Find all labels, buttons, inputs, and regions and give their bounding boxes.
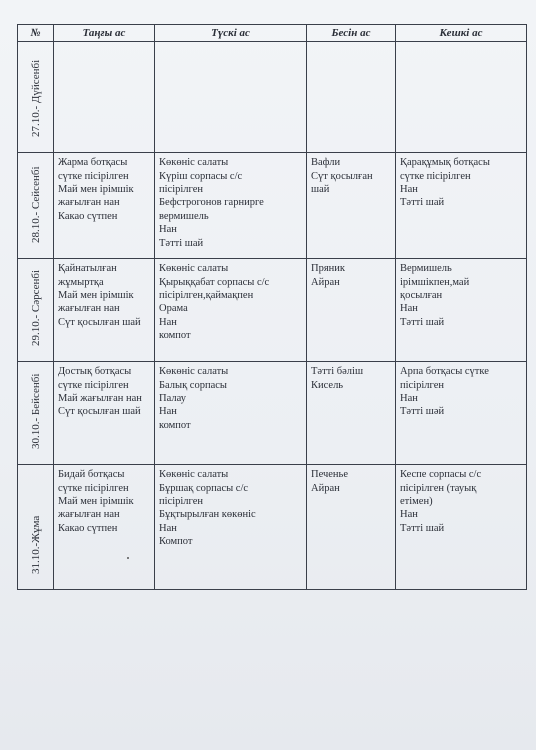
- menu-item-line: компот: [159, 330, 191, 342]
- menu-item-line: сүтке пісірілген: [58, 170, 129, 182]
- menu-item-line: пісірілген: [159, 495, 203, 507]
- table-row: [18, 362, 527, 465]
- day-cell: [18, 153, 54, 259]
- cell-lunch: [155, 42, 307, 153]
- weekly-menu-table: [17, 24, 527, 590]
- menu-item-line: Тәтті шай: [400, 522, 445, 534]
- menu-item-line: Кисель: [311, 379, 344, 391]
- menu-item-line: Қырыққабат сорпасы с/с: [159, 276, 270, 288]
- table-row: [18, 153, 527, 259]
- menu-item-line: Достық ботқасы: [58, 366, 132, 378]
- menu-item-line: қосылған: [400, 289, 443, 301]
- menu-item-line: Палау: [159, 392, 186, 404]
- cell-snack: [307, 362, 396, 465]
- menu-item-line: Вафли: [311, 157, 341, 169]
- day-cell: [18, 362, 54, 465]
- menu-item-line: Тәтті шай: [400, 197, 445, 209]
- menu-item-line: сүтке пісірілген: [400, 170, 471, 182]
- menu-item-line: Нан: [400, 303, 418, 315]
- menu-item-line: Сүт қосылған шай: [58, 316, 141, 328]
- cell-lunch: [155, 465, 307, 590]
- cell-snack: [307, 153, 396, 259]
- day-cell: [18, 259, 54, 362]
- header-number: №: [18, 25, 54, 42]
- menu-item-line: Компот: [159, 536, 193, 548]
- cell-snack: [307, 42, 396, 153]
- menu-item-line: Вермишель: [400, 263, 452, 275]
- header-row: [18, 25, 527, 42]
- menu-item-line: Күріш сорпасы с/с: [159, 170, 243, 182]
- menu-item-line: Бұқтырылған көкөніс: [159, 509, 256, 521]
- menu-item-line: пісірілген,қаймақпен: [159, 289, 254, 301]
- day-cell: [18, 465, 54, 590]
- menu-item-line: Балық сорпасы: [159, 379, 227, 391]
- menu-item-line: Какао сүтпен: [58, 522, 118, 534]
- table-row: [18, 42, 527, 153]
- menu-item-line: Нан: [400, 392, 418, 404]
- menu-item-line: Пряник: [311, 263, 346, 275]
- header-dinner: Кешкі ас: [396, 25, 527, 42]
- cell-breakfast: [54, 153, 155, 259]
- menu-item-line: Көкөніс салаты: [159, 366, 229, 378]
- menu-item-line: Көкөніс салаты: [159, 263, 229, 275]
- cell-lunch: [155, 362, 307, 465]
- menu-item-line: Арпа ботқасы сүтке: [400, 366, 489, 378]
- menu-item-line: шай: [311, 183, 330, 195]
- cell-dinner: [396, 362, 527, 465]
- cell-breakfast: [54, 362, 155, 465]
- cell-breakfast: [54, 259, 155, 362]
- menu-item-line: жұмыртқа: [58, 276, 104, 288]
- day-label: 29.10.- Сәрсенбі: [29, 269, 42, 347]
- header-lunch: Түскі ас: [155, 25, 307, 42]
- menu-item-line: компот: [159, 419, 191, 431]
- menu-item-line: пісірілген (тауық: [400, 482, 477, 494]
- menu-item-line: Қарақұмық ботқасы: [400, 157, 490, 169]
- cell-lunch: [155, 153, 307, 259]
- cell-snack: [307, 259, 396, 362]
- cell-breakfast: [54, 465, 155, 590]
- menu-item-line: Печенье: [311, 469, 348, 481]
- cell-dinner: [396, 42, 527, 153]
- menu-item-line: Айран: [311, 276, 340, 288]
- header-breakfast: Таңғы ас: [54, 25, 155, 42]
- header-snack: Бесін ас: [307, 25, 396, 42]
- menu-item-line: Нан: [159, 316, 177, 328]
- menu-item-line: пісірілген: [159, 183, 203, 195]
- menu-item-line: Нан: [159, 522, 177, 534]
- menu-item-line: Көкөніс салаты: [159, 469, 229, 481]
- menu-item-line: Нан: [400, 183, 418, 195]
- menu-item-line: пісірілген: [400, 379, 444, 391]
- cell-breakfast: [54, 42, 155, 153]
- menu-item-line: сүтке пісірілген: [58, 482, 129, 494]
- menu-item-line: Тәтті бәліш: [311, 366, 364, 378]
- menu-item-line: сүтке пісірілген: [58, 379, 129, 391]
- cell-snack: [307, 465, 396, 590]
- table-row: [18, 259, 527, 362]
- menu-item-line: Тәтті шай: [400, 316, 445, 328]
- menu-item-line: Сүт қосылған шай: [58, 406, 141, 418]
- menu-item-line: Нан: [159, 406, 177, 418]
- menu-item-line: Кеспе сорпасы с/с: [400, 469, 482, 481]
- day-label: 27.10.- Дүйсенбі: [29, 59, 42, 138]
- menu-item-line: Май мен ірімшік: [58, 183, 134, 195]
- menu-item-line: жағылған нан: [58, 509, 120, 521]
- menu-item-line: Айран: [311, 482, 340, 494]
- cell-lunch: [155, 259, 307, 362]
- menu-item-line: вермишель: [159, 210, 209, 222]
- menu-item-line: Тәтті шәй: [400, 406, 445, 418]
- menu-item-line: Бефстрогонов гарнирге: [159, 197, 264, 209]
- day-label: 28.10.- Сейсенбі: [29, 166, 42, 244]
- menu-item-line: Нан: [400, 509, 418, 521]
- menu-item-line: Тәтті шай: [159, 237, 204, 249]
- cell-dinner: [396, 153, 527, 259]
- menu-item-line: Нан: [159, 224, 177, 236]
- menu-item-line: жағылған нан: [58, 303, 120, 315]
- menu-item-line: Қайнатылған: [58, 263, 117, 275]
- menu-item-line: Май жағылған нан: [58, 392, 142, 404]
- day-cell: [18, 42, 54, 153]
- menu-item-line: ірімшікпен,май: [400, 276, 470, 288]
- cell-dinner: [396, 259, 527, 362]
- day-label: 31.10.-Жұма: [29, 515, 42, 575]
- menu-item-line: Май мен ірімшік: [58, 495, 134, 507]
- menu-item-line: Орама: [159, 303, 188, 315]
- day-label: 30.10.- Бейсенбі: [29, 373, 42, 450]
- menu-item-line: Сүт қосылған: [311, 170, 373, 182]
- pen-mark: [127, 557, 129, 559]
- menu-item-line: жағылған нан: [58, 197, 120, 209]
- menu-item-line: етімен): [400, 495, 433, 507]
- menu-item-line: Жарма ботқасы: [58, 157, 128, 169]
- menu-item-line: Бидай ботқасы: [58, 469, 125, 481]
- menu-item-line: Какао сүтпен: [58, 210, 118, 222]
- menu-item-line: Көкөніс салаты: [159, 157, 229, 169]
- cell-dinner: [396, 465, 527, 590]
- menu-item-line: Май мен ірімшік: [58, 289, 134, 301]
- menu-item-line: Бұршақ сорпасы с/с: [159, 482, 249, 494]
- table-row: [18, 465, 527, 590]
